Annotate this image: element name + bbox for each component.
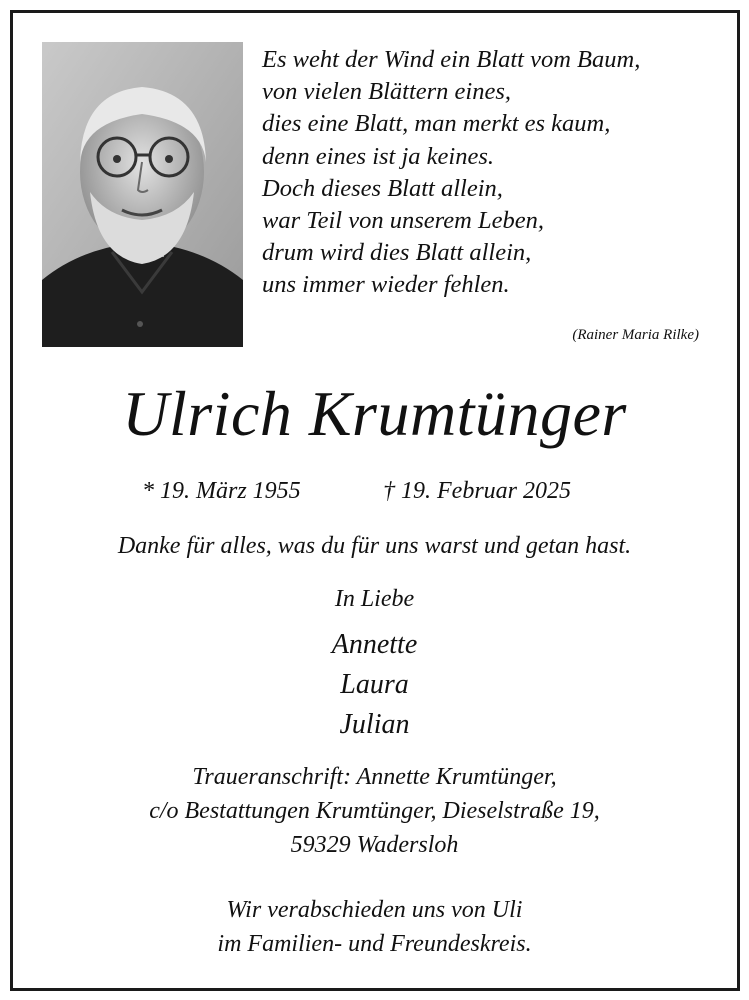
family-names: [0, 625, 749, 745]
poem-line: denn eines ist ja keines.: [262, 142, 495, 170]
thanks-line: Danke für alles, was du für uns warst und getan hast.: [117, 533, 632, 559]
poem-line: dies eine Blatt, man merkt es kaum,: [262, 110, 611, 138]
mourning-address: [0, 760, 749, 862]
poem-line: Es weht der Wind ein Blatt vom Baum,: [262, 46, 641, 73]
poem-line: uns immer wieder fehlen.: [262, 271, 510, 299]
address-line: c/o Bestattungen Krumtünger, Dieselstraße 19,: [149, 798, 600, 824]
farewell-note: [0, 893, 749, 961]
poem-line: von vielen Blättern eines,: [262, 78, 511, 106]
deceased-name: Ulrich Krumtünger: [122, 378, 627, 449]
family-name: Annette: [331, 629, 418, 660]
farewell-line: im Familien- und Freundeskreis.: [217, 931, 532, 957]
address-line: Traueranschrift: Annette Krumtünger,: [192, 764, 557, 790]
poem-line: Doch dieses Blatt allein,: [262, 174, 503, 202]
poem-line: drum wird dies Blatt allein,: [262, 239, 532, 267]
portrait-photo: [42, 42, 243, 347]
family-name: Julian: [339, 709, 410, 740]
portrait-image: [42, 42, 243, 347]
life-dates: [0, 478, 749, 512]
farewell-line: Wir verabschieden uns von Uli: [226, 897, 523, 923]
poem-attribution: (Rainer Maria Rilke): [572, 327, 699, 343]
death-date: † 19. Februar 2025: [383, 478, 571, 504]
birth-date: * 19. März 1955: [142, 478, 301, 504]
family-name: Laura: [340, 669, 409, 700]
in-love-line: In Liebe: [334, 586, 415, 612]
address-line: 59329 Wadersloh: [290, 832, 459, 858]
poem: [262, 44, 722, 302]
poem-line: war Teil von unserem Leben,: [262, 207, 544, 235]
